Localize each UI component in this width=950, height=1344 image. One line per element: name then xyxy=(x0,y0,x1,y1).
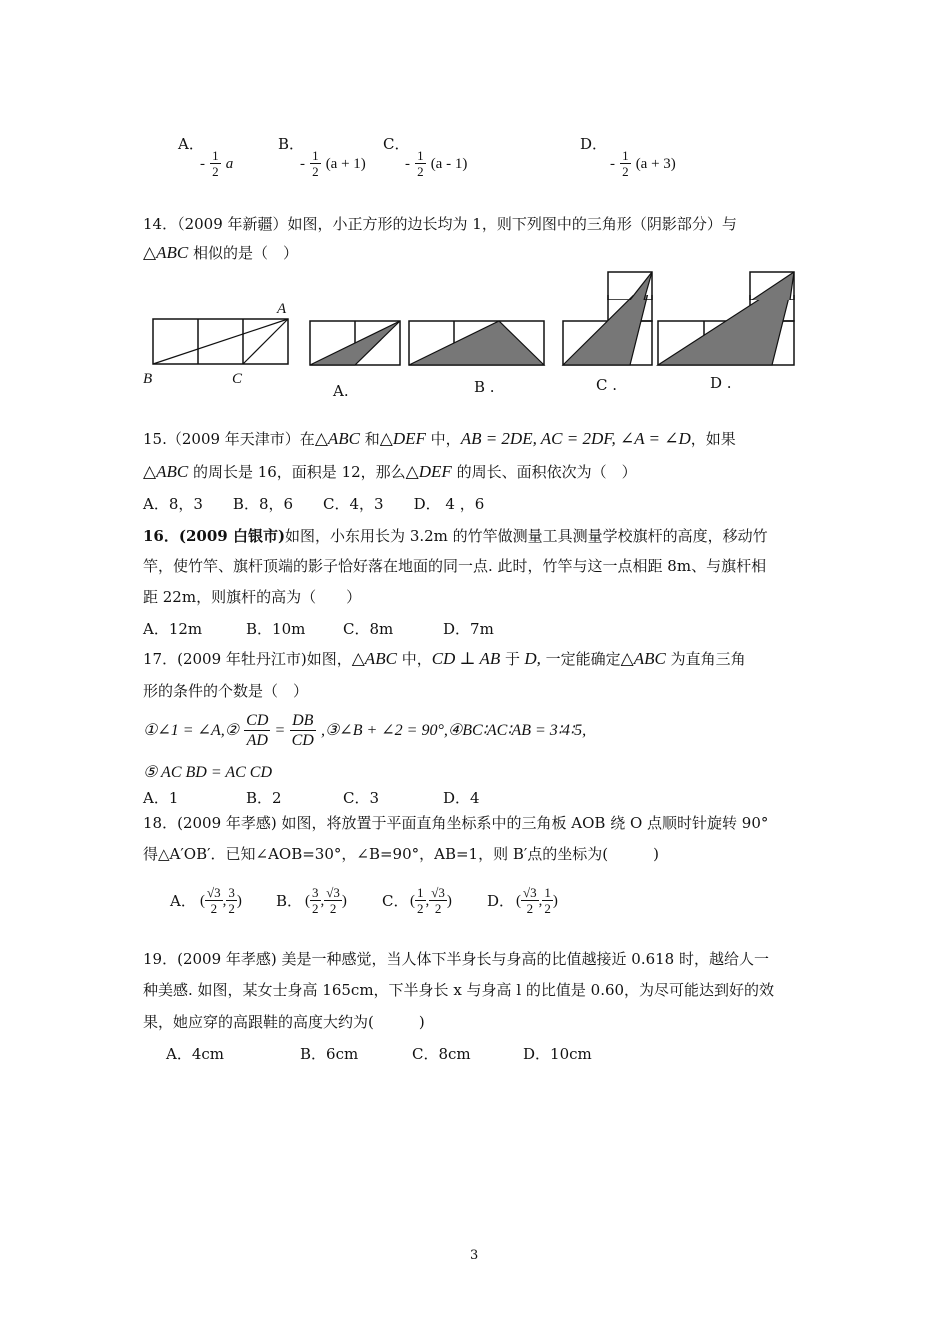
q18-line2: 得△A′OB′．已知∠AOB=30°，∠B=90°，AB=1，则 B′点的坐标为( ) xyxy=(143,845,659,863)
q19-option-d: D．10cm xyxy=(523,1045,592,1063)
q16-option-c: C．8m xyxy=(343,620,394,638)
q15-options: A．8，3 B．8，6 C．4，3 D． 4 ，6 xyxy=(143,495,485,513)
q17-option-b: B．2 xyxy=(246,789,282,807)
q16-line2: 竿，使竹竿、旗杆顶端的影子恰好落在地面的同一点. 此时，竹竿与这一点相距 8m、与旗杆相 xyxy=(143,557,767,575)
q18-option-b-label: B． xyxy=(276,892,303,910)
q14-option-c: C . xyxy=(596,376,618,394)
q18-option-d-expr: ( $\frac{√3}{2}$ , $\frac{1}{2}$ ) xyxy=(516,885,558,916)
q15-line1: 15.（2009 年天津市）在△ABC 和△DEF 中，AB = 2DE, AC = 2DF, ∠A = ∠D，如果 xyxy=(143,429,736,448)
q13-option-b-label: B． xyxy=(278,135,305,153)
q16-option-a: A．12m xyxy=(143,620,203,638)
q14-option-d: D . xyxy=(710,374,732,392)
q19-line3: 果，她应穿的高跟鞋的高度大约为( ) xyxy=(143,1013,425,1031)
q17-option-c: C．3 xyxy=(343,789,380,807)
q16-line1: 16．(2009 白银市)如图，小东用长为 3.2m 的竹竿做测量工具测量学校旗杆的高度，移动竹 xyxy=(143,527,768,545)
q14-line1: 14．（2009 年新疆）如图，小正方形的边长均为 1，则下列图中的三角形（阴影部分）与 xyxy=(143,215,737,233)
q13-option-d-label: D． xyxy=(580,135,608,153)
page-number: 3 xyxy=(470,1248,479,1263)
q15-line2: △ABC 的周长是 16，面积是 12，那么△DEF 的周长、面积依次为（ ） xyxy=(143,462,637,481)
q18-option-c-expr: ( $\frac{1}{2}$ , $\frac{√3}{2}$ ) xyxy=(410,885,452,916)
q18-option-b-expr: ( $\frac{3}{2}$ , $\frac{√3}{2}$ ) xyxy=(305,885,347,916)
q19-option-a: A．4cm xyxy=(166,1045,225,1063)
q18-line1: 18．(2009 年孝感) 如图，将放置于平面直角坐标系中的三角板 AOB 绕 O 点顺时针旋转 90° xyxy=(143,814,769,832)
q19-line2: 种美感. 如图，某女士身高 165cm，下半身长 x 与身高 l 的比值是 0.60，为尽可能达到好的效 xyxy=(143,981,775,999)
q13-option-d-expr: - $\frac{1}{2}$ (a + 3) xyxy=(610,148,676,179)
q14-line2: △ABC 相似的是（ ） xyxy=(143,243,298,262)
q18-option-a-label: A． xyxy=(170,892,196,910)
q16-option-b: B．10m xyxy=(246,620,306,638)
q19-line1: 19．(2009 年孝感) 美是一种感觉，当人体下半身长与身高的比值越接近 0.618 时，越给人一 xyxy=(143,950,769,968)
q18-option-d-label: D． xyxy=(487,892,515,910)
q13-option-c-label: C． xyxy=(383,135,410,153)
q17-line2: 形的条件的个数是（ ） xyxy=(143,682,309,700)
q14-label-c: C xyxy=(232,371,243,387)
q17-line1: 17．(2009 年牡丹江市)如图，△ABC 中，CD ⊥ AB 于 D, 一定能确定△ABC 为直角三角 xyxy=(143,649,746,668)
q14-option-b: B . xyxy=(474,378,495,396)
q13-option-b-expr: - $\frac{1}{2}$ (a + 1) xyxy=(300,148,366,179)
q18-option-c-label: C． xyxy=(382,892,409,910)
q16-line3: 距 22m，则旗杆的高为（ ） xyxy=(143,588,362,606)
q14-option-a: A. xyxy=(333,382,349,400)
q13-option-a-expr: - $\frac{1}{2}$ a xyxy=(200,148,234,179)
q14-figure-top xyxy=(600,270,810,300)
q17-option-d: D．4 xyxy=(443,789,480,807)
q13-option-c-expr: - $\frac{1}{2}$ (a - 1) xyxy=(405,148,468,179)
q17-conditions: ①∠1 = ∠A,② $\frac{CD}{AD}$ = $\frac{DB}{CD}$ ,③∠B + ∠2 = 90°,④BC∶AC∶AB = 3∶4∶5, xyxy=(143,712,587,749)
q14-label-b: B xyxy=(143,371,153,387)
q19-option-c: C．8cm xyxy=(412,1045,471,1063)
q14-label-a: A xyxy=(277,301,287,317)
q17-option-a: A．1 xyxy=(143,789,179,807)
q17-condition-5: ⑤ AC BD = AC CD xyxy=(143,764,273,781)
q18-option-a-expr: ( $\frac{√3}{2}$ , $\frac{3}{2}$ ) xyxy=(200,885,242,916)
q13-option-a-label: A． xyxy=(178,135,204,153)
q16-option-d: D．7m xyxy=(443,620,494,638)
q19-option-b: B．6cm xyxy=(300,1045,359,1063)
